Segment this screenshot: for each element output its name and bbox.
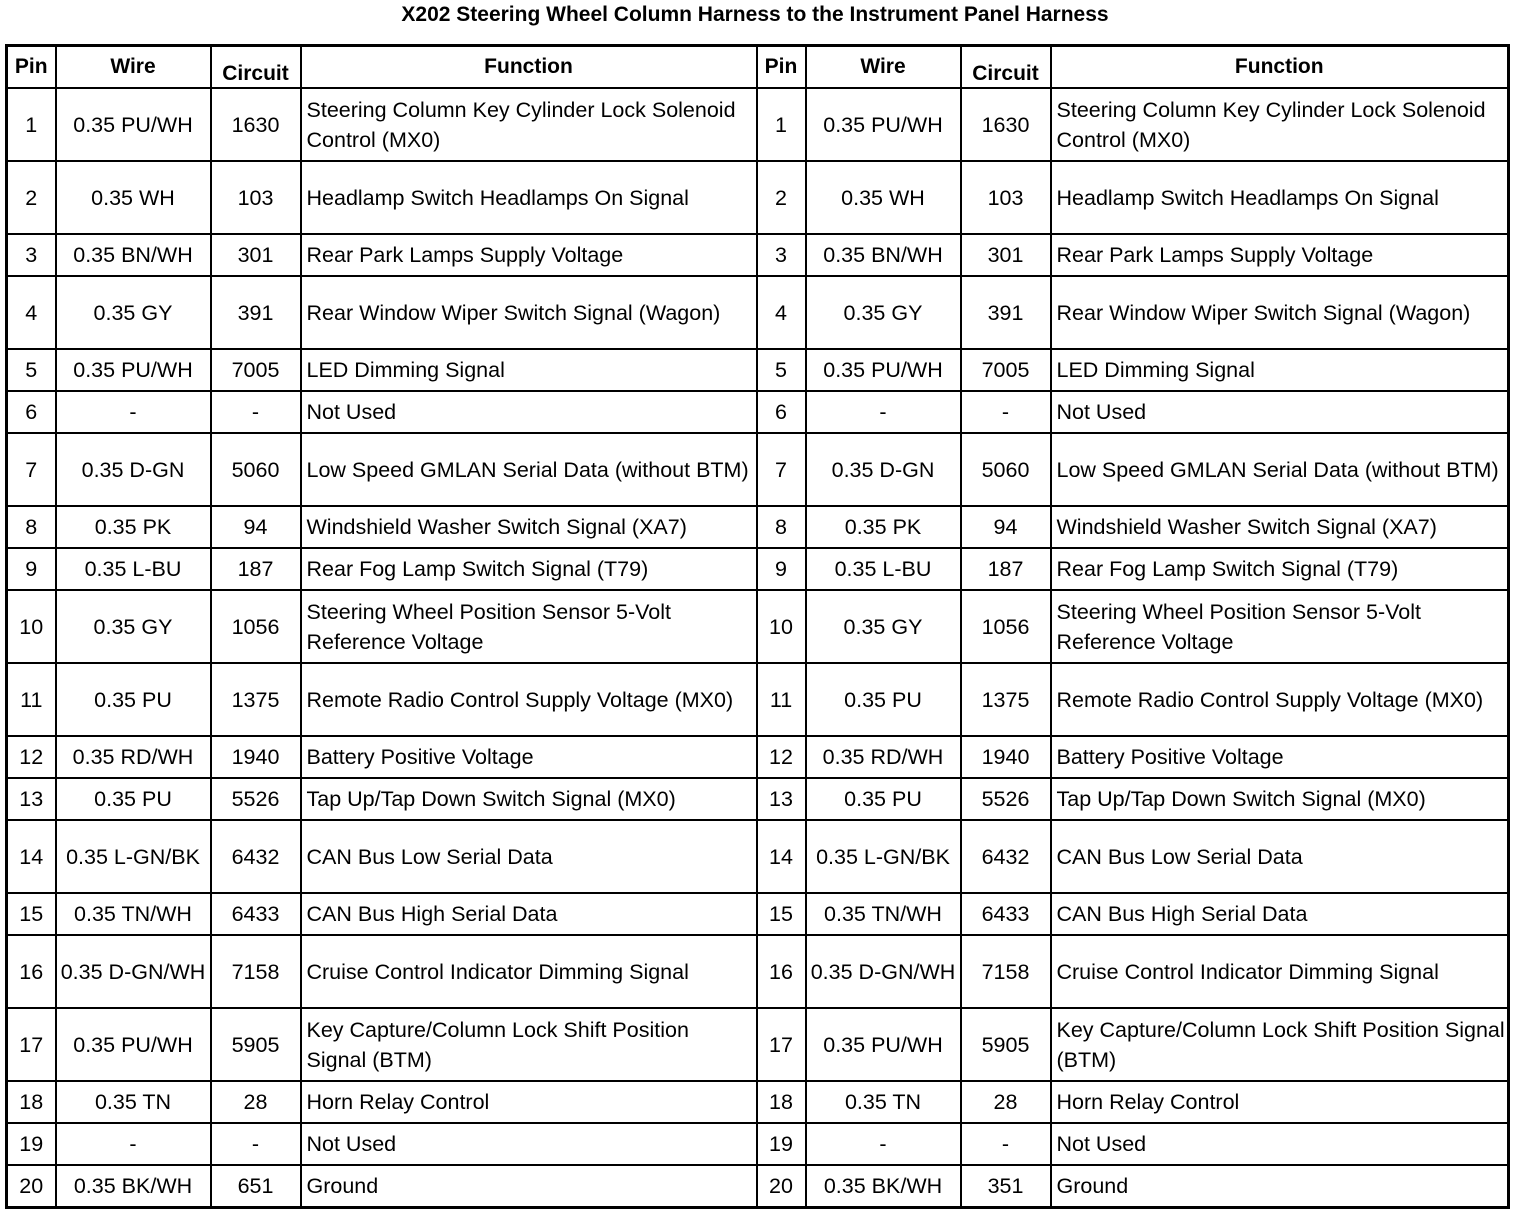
right-pin-cell: 6 (757, 391, 806, 433)
left-pin-cell: 2 (7, 161, 56, 234)
left-circuit-cell: 1940 (211, 736, 301, 778)
left-function-cell: Steering Column Key Cylinder Lock Solenoid Control (MX0) (301, 88, 757, 161)
left-function-cell: LED Dimming Signal (301, 349, 757, 391)
right-wire-cell: 0.35 TN (806, 1081, 961, 1123)
left-circuit-cell: 1056 (211, 590, 301, 663)
right-wire-cell: 0.35 TN/WH (806, 893, 961, 935)
left-circuit-cell: - (211, 391, 301, 433)
right-function-cell: Steering Wheel Position Sensor 5-Volt Reference Voltage (1051, 590, 1509, 663)
pin-header-right: Pin (757, 46, 806, 89)
table-body (7, 88, 1509, 1208)
left-circuit-cell: 391 (211, 276, 301, 349)
left-wire-cell: 0.35 TN (56, 1081, 211, 1123)
left-pin-cell: 17 (7, 1008, 56, 1081)
right-circuit-cell: 1375 (961, 663, 1051, 736)
left-pin-cell: 16 (7, 935, 56, 1008)
left-wire-cell: 0.35 PU (56, 663, 211, 736)
circuit-header-right: Circuit (961, 46, 1051, 89)
left-pin-cell: 1 (7, 88, 56, 161)
right-pin-cell: 17 (757, 1008, 806, 1081)
right-circuit-cell: 103 (961, 161, 1051, 234)
right-wire-cell: - (806, 391, 961, 433)
right-wire-cell: 0.35 PU/WH (806, 349, 961, 391)
right-wire-cell: 0.35 GY (806, 590, 961, 663)
left-wire-cell: 0.35 PK (56, 506, 211, 548)
right-circuit-cell: 5060 (961, 433, 1051, 506)
table-row (7, 234, 1509, 276)
left-circuit-cell: 651 (211, 1165, 301, 1208)
right-function-cell: Remote Radio Control Supply Voltage (MX0) (1051, 663, 1509, 736)
right-pin-cell: 20 (757, 1165, 806, 1208)
left-wire-cell: - (56, 1123, 211, 1165)
left-pin-cell: 4 (7, 276, 56, 349)
left-function-cell: Rear Park Lamps Supply Voltage (301, 234, 757, 276)
right-wire-cell: 0.35 BN/WH (806, 234, 961, 276)
left-wire-cell: 0.35 PU (56, 778, 211, 820)
right-pin-cell: 15 (757, 893, 806, 935)
left-wire-cell: 0.35 D-GN/WH (56, 935, 211, 1008)
right-pin-cell: 8 (757, 506, 806, 548)
table-row (7, 161, 1509, 234)
right-function-cell: Tap Up/Tap Down Switch Signal (MX0) (1051, 778, 1509, 820)
table-row (7, 349, 1509, 391)
left-circuit-cell: 103 (211, 161, 301, 234)
right-pin-cell: 14 (757, 820, 806, 893)
right-function-cell: Steering Column Key Cylinder Lock Solenoid Control (MX0) (1051, 88, 1509, 161)
left-function-cell: Rear Window Wiper Switch Signal (Wagon) (301, 276, 757, 349)
right-wire-cell: 0.35 GY (806, 276, 961, 349)
left-circuit-cell: 187 (211, 548, 301, 590)
left-pin-cell: 10 (7, 590, 56, 663)
left-function-cell: Rear Fog Lamp Switch Signal (T79) (301, 548, 757, 590)
right-function-cell: Key Capture/Column Lock Shift Position Signal (BTM) (1051, 1008, 1509, 1081)
left-pin-cell: 8 (7, 506, 56, 548)
left-wire-cell: 0.35 PU/WH (56, 1008, 211, 1081)
left-circuit-cell: 1630 (211, 88, 301, 161)
pin-header: Pin (7, 46, 56, 89)
table-row (7, 433, 1509, 506)
left-pin-cell: 6 (7, 391, 56, 433)
left-circuit-cell: 7005 (211, 349, 301, 391)
left-circuit-cell: 28 (211, 1081, 301, 1123)
table-row (7, 1081, 1509, 1123)
left-wire-cell: 0.35 GY (56, 590, 211, 663)
right-wire-cell: 0.35 BK/WH (806, 1165, 961, 1208)
right-circuit-cell: - (961, 1123, 1051, 1165)
left-function-cell: Headlamp Switch Headlamps On Signal (301, 161, 757, 234)
right-pin-cell: 13 (757, 778, 806, 820)
right-circuit-cell: 7158 (961, 935, 1051, 1008)
right-function-cell: Rear Park Lamps Supply Voltage (1051, 234, 1509, 276)
left-pin-cell: 14 (7, 820, 56, 893)
left-wire-cell: 0.35 TN/WH (56, 893, 211, 935)
left-pin-cell: 9 (7, 548, 56, 590)
table-header-row (7, 46, 1509, 89)
right-circuit-cell: 351 (961, 1165, 1051, 1208)
right-circuit-cell: 6432 (961, 820, 1051, 893)
left-pin-cell: 13 (7, 778, 56, 820)
circuit-header: Circuit (211, 46, 301, 89)
left-circuit-cell: 1375 (211, 663, 301, 736)
right-pin-cell: 10 (757, 590, 806, 663)
right-function-cell: Horn Relay Control (1051, 1081, 1509, 1123)
right-pin-cell: 11 (757, 663, 806, 736)
right-pin-cell: 7 (757, 433, 806, 506)
left-circuit-cell: 5905 (211, 1008, 301, 1081)
left-wire-cell: 0.35 D-GN (56, 433, 211, 506)
right-function-cell: Not Used (1051, 391, 1509, 433)
right-wire-cell: 0.35 WH (806, 161, 961, 234)
table-row (7, 736, 1509, 778)
left-wire-cell: 0.35 PU/WH (56, 88, 211, 161)
table-row (7, 1008, 1509, 1081)
right-wire-cell: 0.35 D-GN/WH (806, 935, 961, 1008)
left-pin-cell: 12 (7, 736, 56, 778)
left-circuit-cell: 301 (211, 234, 301, 276)
function-header-right: Function (1051, 46, 1509, 89)
left-function-cell: Not Used (301, 391, 757, 433)
left-function-cell: Low Speed GMLAN Serial Data (without BTM) (301, 433, 757, 506)
right-function-cell: Rear Fog Lamp Switch Signal (T79) (1051, 548, 1509, 590)
table-row (7, 548, 1509, 590)
left-circuit-cell: 5060 (211, 433, 301, 506)
left-pin-cell: 3 (7, 234, 56, 276)
document-title: X202 Steering Wheel Column Harness to the Instrument Panel Harness (401, 3, 1109, 26)
right-circuit-cell: 187 (961, 548, 1051, 590)
right-circuit-cell: 7005 (961, 349, 1051, 391)
right-wire-cell: 0.35 D-GN (806, 433, 961, 506)
left-wire-cell: 0.35 WH (56, 161, 211, 234)
right-pin-cell: 5 (757, 349, 806, 391)
left-wire-cell: - (56, 391, 211, 433)
table-row (7, 778, 1509, 820)
left-pin-cell: 5 (7, 349, 56, 391)
left-pin-cell: 15 (7, 893, 56, 935)
left-function-cell: Remote Radio Control Supply Voltage (MX0) (301, 663, 757, 736)
left-function-cell: Windshield Washer Switch Signal (XA7) (301, 506, 757, 548)
left-wire-cell: 0.35 L-GN/BK (56, 820, 211, 893)
left-function-cell: Not Used (301, 1123, 757, 1165)
right-wire-cell: 0.35 PU (806, 663, 961, 736)
right-function-cell: Not Used (1051, 1123, 1509, 1165)
right-wire-cell: 0.35 L-BU (806, 548, 961, 590)
left-pin-cell: 18 (7, 1081, 56, 1123)
right-function-cell: Ground (1051, 1165, 1509, 1208)
function-header: Function (301, 46, 757, 89)
left-pin-cell: 19 (7, 1123, 56, 1165)
right-wire-cell: 0.35 PU/WH (806, 88, 961, 161)
right-circuit-cell: 28 (961, 1081, 1051, 1123)
left-function-cell: CAN Bus Low Serial Data (301, 820, 757, 893)
right-function-cell: CAN Bus High Serial Data (1051, 893, 1509, 935)
left-function-cell: Tap Up/Tap Down Switch Signal (MX0) (301, 778, 757, 820)
left-circuit-cell: 94 (211, 506, 301, 548)
right-circuit-cell: 5526 (961, 778, 1051, 820)
right-wire-cell: 0.35 L-GN/BK (806, 820, 961, 893)
wire-header-right: Wire (806, 46, 961, 89)
table-row (7, 820, 1509, 893)
left-wire-cell: 0.35 BN/WH (56, 234, 211, 276)
right-circuit-cell: 391 (961, 276, 1051, 349)
right-function-cell: CAN Bus Low Serial Data (1051, 820, 1509, 893)
left-function-cell: Key Capture/Column Lock Shift Position Signal (BTM) (301, 1008, 757, 1081)
right-wire-cell: 0.35 PU (806, 778, 961, 820)
table-row (7, 276, 1509, 349)
right-function-cell: Battery Positive Voltage (1051, 736, 1509, 778)
wire-header: Wire (56, 46, 211, 89)
table-row (7, 663, 1509, 736)
right-pin-cell: 4 (757, 276, 806, 349)
right-circuit-cell: 94 (961, 506, 1051, 548)
left-wire-cell: 0.35 BK/WH (56, 1165, 211, 1208)
right-function-cell: Headlamp Switch Headlamps On Signal (1051, 161, 1509, 234)
left-wire-cell: 0.35 L-BU (56, 548, 211, 590)
left-function-cell: Horn Relay Control (301, 1081, 757, 1123)
right-circuit-cell: 5905 (961, 1008, 1051, 1081)
right-wire-cell: 0.35 RD/WH (806, 736, 961, 778)
table-row (7, 590, 1509, 663)
right-pin-cell: 16 (757, 935, 806, 1008)
table-row (7, 391, 1509, 433)
right-function-cell: Rear Window Wiper Switch Signal (Wagon) (1051, 276, 1509, 349)
table-row (7, 1123, 1509, 1165)
left-pin-cell: 11 (7, 663, 56, 736)
right-function-cell: Low Speed GMLAN Serial Data (without BTM) (1051, 433, 1509, 506)
left-wire-cell: 0.35 PU/WH (56, 349, 211, 391)
table-row (7, 1165, 1509, 1208)
right-wire-cell: 0.35 PK (806, 506, 961, 548)
right-circuit-cell: 1940 (961, 736, 1051, 778)
connector-pinout-table (5, 44, 1510, 1209)
table-row (7, 893, 1509, 935)
right-circuit-cell: 1630 (961, 88, 1051, 161)
left-circuit-cell: 6433 (211, 893, 301, 935)
left-circuit-cell: 7158 (211, 935, 301, 1008)
right-pin-cell: 1 (757, 88, 806, 161)
left-wire-cell: 0.35 RD/WH (56, 736, 211, 778)
right-circuit-cell: 1056 (961, 590, 1051, 663)
left-function-cell: CAN Bus High Serial Data (301, 893, 757, 935)
right-function-cell: Cruise Control Indicator Dimming Signal (1051, 935, 1509, 1008)
left-function-cell: Cruise Control Indicator Dimming Signal (301, 935, 757, 1008)
table-row (7, 935, 1509, 1008)
right-pin-cell: 9 (757, 548, 806, 590)
left-function-cell: Steering Wheel Position Sensor 5-Volt Reference Voltage (301, 590, 757, 663)
table-row (7, 506, 1509, 548)
right-pin-cell: 2 (757, 161, 806, 234)
right-wire-cell: - (806, 1123, 961, 1165)
right-pin-cell: 18 (757, 1081, 806, 1123)
left-wire-cell: 0.35 GY (56, 276, 211, 349)
right-circuit-cell: - (961, 391, 1051, 433)
right-wire-cell: 0.35 PU/WH (806, 1008, 961, 1081)
left-function-cell: Ground (301, 1165, 757, 1208)
table-row (7, 88, 1509, 161)
right-function-cell: LED Dimming Signal (1051, 349, 1509, 391)
right-pin-cell: 19 (757, 1123, 806, 1165)
left-circuit-cell: - (211, 1123, 301, 1165)
left-pin-cell: 7 (7, 433, 56, 506)
left-circuit-cell: 5526 (211, 778, 301, 820)
left-pin-cell: 20 (7, 1165, 56, 1208)
right-pin-cell: 3 (757, 234, 806, 276)
right-circuit-cell: 301 (961, 234, 1051, 276)
right-function-cell: Windshield Washer Switch Signal (XA7) (1051, 506, 1509, 548)
left-function-cell: Battery Positive Voltage (301, 736, 757, 778)
right-pin-cell: 12 (757, 736, 806, 778)
left-circuit-cell: 6432 (211, 820, 301, 893)
right-circuit-cell: 6433 (961, 893, 1051, 935)
